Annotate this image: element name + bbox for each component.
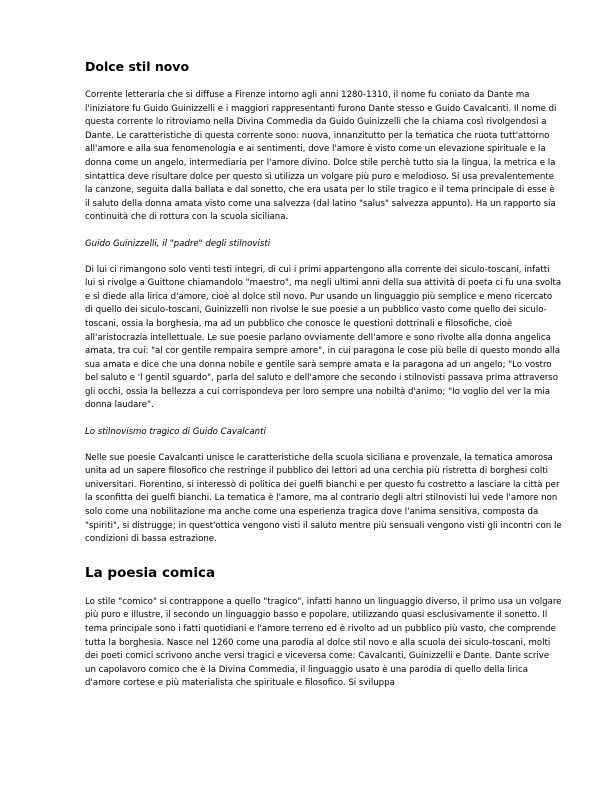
paragraph-cavalcanti: Nelle sue poesie Cavalcanti unisce le caratteristiche della scuola siciliana e provenzale, la tematica amorosa unita ad un sapere filosofico che restringe il pubblico dei lettori ad una cerchia più ristretta di borghesi colti universitari. Fiorentino, si interessò di politica dei guelfi bianchi e per questo fu costretto a lasciare la città per la sconfitta dei guelfi bianchi. La tematica è l'amore, ma al contrario degli altri stilnovisti lui vede l'amore non solo come una nobilitazione ma anche come una esperienza tragica dove l'anima sensitiva, composta da "spiriti", si distrugge; in quest'ottica vengono visti il saluto mentre più sensuali vengono visti gli incontri con le condizioni di bassa estrazione. (85, 452, 562, 545)
subheading-cavalcanti: Lo stilnovismo tragico di Guido Cavalcanti (85, 427, 266, 438)
subheading-guinizzelli: Guido Guinizzelli, il "padre" degli stilnovisti (85, 238, 271, 249)
paragraph-intro: Corrente letteraria che si diffuse a Firenze intorno agli anni 1280-1310, il nome fu coniato da Dante ma l'iniziatore fu Guido Guinizzelli e i maggiori rappresentanti furono Dante stesso e Guido Cavalcanti. Il nome di questa corrente lo ritroviamo nella Divina Commedia da Guido Guinizzelli che la chiama così rivolgendosi a Dante. Le caratteristiche di questa corrente sono: nuova, innanzitutto per la tematica che ruota tutt'attorno all'amore e alla sua fenomenologia e ai sentimenti, dove l'amore è visto come un elevazione spirituale e la donna come un angelo, intermediaria per l'amore divino. Dolce stile perchè tutto sia la lingua, la metrica e la sintattica deve risultare dolce per questo si utilizza un volgare più puro e melodioso. Si usa prevalentemente la canzone, seguita dalla ballata e dal sonetto, che era usata per lo stile tragico e il tema principale di esse è il saluto della donna amata visto come una salvezza (dal latino "salus" salvezza appunto). Ha un rapporto sia continuità che di rottura con la scuola siciliana. (85, 90, 557, 223)
paragraph-guinizzelli: Di lui ci rimangono solo venti testi integri, di cui i primi appartengono alla corrente dei siculo-toscani, infatti lui si rivolge a Guittone chiamandolo "maestro", ma negli ultimi anni della sua attività di poeta ci fu una svolta e si diede alla lirica d'amore, cioè al dolce stil novo. Pur usando un linguaggio più semplice e meno ricercato di quello dei siculo-toscani, Guinizzelli non rivolse le sue poesie a un pubblico vasto come quello dei siculo-toscani, ossia la borghesia, ma ad un pubblico che conosce le questioni dottrinali e filosofiche, cioè all'aristocrazia intellettuale. Le sue poesie parlano ovviamente dell'amore e sono rivolte alla donna angelica amata, tra cui: "al cor gentile rempaira sempre amore", in cui paragona le cose più belle di questo mondo alla sua amata e dice che una donna nobile e gentile sarà sempre amata e la paragona ad un angelo; "Lo vostro bel saluto e 'l gentil sguardo", parla del saluto e dell'amore che secondo i stilnovisti passava prima attraverso gli occhi, ossia la bellezza a cui corrispondeva per loro sempre una nobiltà d'animo; "Io voglio del ver la mia donna laudare". (85, 264, 562, 411)
section-title-dolce-stil-novo: Dolce stil novo (85, 59, 190, 74)
paragraph-poesia-comica: Lo stile "comico" si contrappone a quello "tragico", infatti hanno un linguaggio diverso, il primo usa un volgare più puro e illustre, il secondo un linguaggio basso e popolare, utilizzando quasi esclusivamente il sonetto. Il tema principale sono i fatti quotidiani e l'amore terreno ed è rivolto ad un pubblico più vasto, che comprende tutta la borghesia. Nasce nel 1260 come una parodia al dolce stil novo e alla scuola dei siculo-toscani, molti dei poeti comici scrivono anche versi tragici e viceversa come: Cavalcanti, Guinizzelli e Dante. Dante scrive un capolavoro comico che è la Divina Commedia, il linguaggio usato è una parodia di quello della lirica d'amore cortese e più materialista che spirituale e filosofico. Si sviluppa (85, 596, 562, 689)
section-title-poesia-comica: La poesia comica (85, 564, 216, 581)
